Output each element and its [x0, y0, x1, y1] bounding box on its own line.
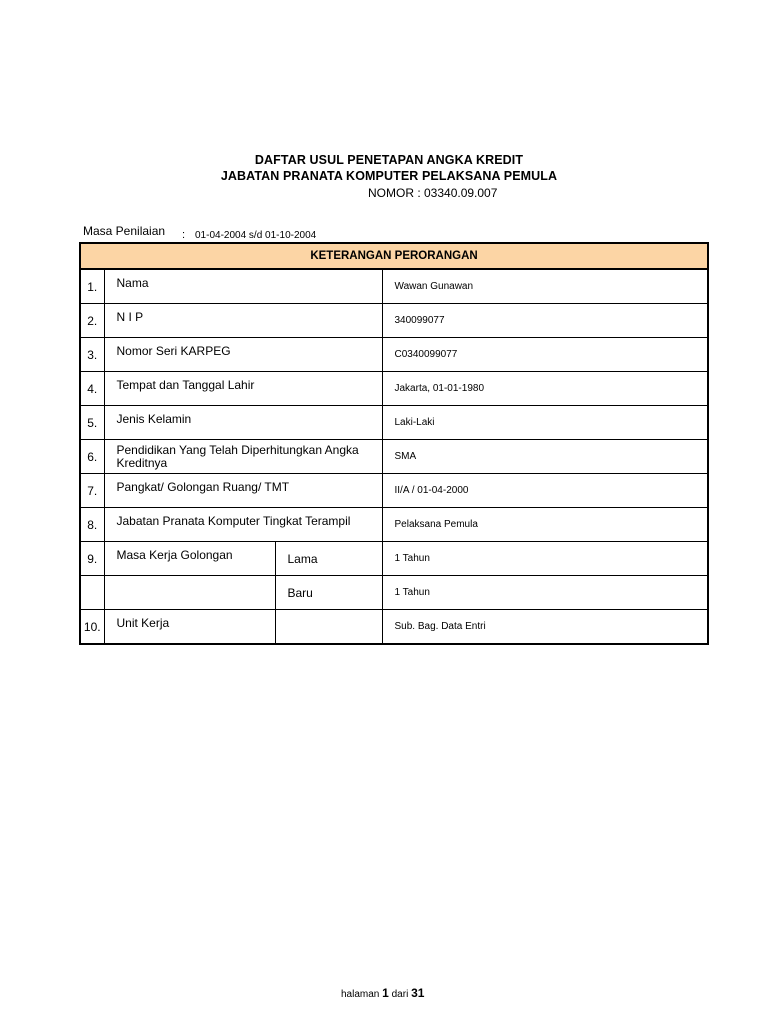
footer-prefix: halaman: [341, 989, 380, 1000]
masa-penilaian-colon: :: [182, 229, 186, 241]
row-value: 1 Tahun: [382, 576, 708, 610]
row-label-text: Pendidikan Yang Telah Diperhitungkan Angka Kreditnya: [116, 442, 359, 470]
document-number: NOMOR : 03340.09.007: [368, 186, 498, 200]
table-row: [80, 508, 708, 542]
row-number: [80, 576, 104, 610]
row-number: 6.: [80, 440, 104, 474]
row-value: Jakarta, 01-01-1980: [382, 372, 708, 406]
row-label: [104, 304, 382, 338]
title-line-2: JABATAN PRANATA KOMPUTER PELAKSANA PEMULA: [220, 169, 558, 183]
page-footer: [341, 986, 424, 1000]
row-label: [104, 338, 382, 372]
section-header-row: [80, 243, 708, 269]
keterangan-table: [79, 242, 709, 645]
footer-page-number: 1: [382, 986, 389, 1000]
row-value: SMA: [382, 440, 708, 474]
row-label: [104, 269, 382, 304]
footer-total-pages: 31: [411, 986, 425, 1000]
row-label-text: Masa Kerja Golongan: [116, 548, 233, 562]
row-sub-label: [275, 576, 382, 610]
row-value: C0340099077: [382, 338, 708, 372]
row-label-text: Jenis Kelamin: [116, 412, 192, 426]
row-number: 3.: [80, 338, 104, 372]
table-row: [80, 304, 708, 338]
row-label: [104, 440, 382, 474]
row-label-text: N I P: [116, 310, 144, 324]
row-number: 7.: [80, 474, 104, 508]
row-label: [104, 542, 275, 576]
table-row: [80, 269, 708, 304]
row-number: 4.: [80, 372, 104, 406]
table-row: [80, 406, 708, 440]
table-row: [80, 440, 708, 474]
masa-penilaian-label: Masa Penilaian: [83, 224, 166, 238]
document-title: [0, 152, 768, 184]
row-number: 9.: [80, 542, 104, 576]
table-row: [80, 372, 708, 406]
row-label: [104, 508, 382, 542]
footer-middle: dari: [391, 989, 409, 1000]
table-row: [80, 576, 708, 610]
row-value: 340099077: [382, 304, 708, 338]
row-label-text: Pangkat/ Golongan Ruang/ TMT: [116, 480, 290, 494]
table-row: [80, 474, 708, 508]
table-row: [80, 338, 708, 372]
row-label: [104, 576, 275, 610]
row-value: Sub. Bag. Data Entri: [382, 610, 708, 645]
row-value: Wawan Gunawan: [382, 269, 708, 304]
row-number: 2.: [80, 304, 104, 338]
table-row: [80, 610, 708, 645]
row-value: II/A / 01-04-2000: [382, 474, 708, 508]
row-label-text: Nama: [116, 276, 149, 290]
row-number: 10.: [80, 610, 104, 645]
row-number: 5.: [80, 406, 104, 440]
row-sub-label-text: Lama: [287, 551, 318, 566]
row-label-text: Nomor Seri KARPEG: [116, 344, 231, 358]
row-value: Laki-Laki: [382, 406, 708, 440]
row-sub-label: [275, 610, 382, 645]
row-label: [104, 474, 382, 508]
table-row: [80, 542, 708, 576]
row-label-text: Tempat dan Tanggal Lahir: [116, 378, 255, 392]
row-label-text: Jabatan Pranata Komputer Tingkat Terampil: [116, 514, 351, 528]
row-label: [104, 406, 382, 440]
row-value: 1 Tahun: [382, 542, 708, 576]
row-label: [104, 372, 382, 406]
row-sub-label: [275, 542, 382, 576]
row-number: 1.: [80, 269, 104, 304]
row-sub-label-text: Baru: [287, 585, 313, 600]
section-header: KETERANGAN PERORANGAN: [80, 243, 708, 269]
row-label: [104, 610, 275, 645]
masa-penilaian-value: 01-04-2004 s/d 01-10-2004: [195, 230, 317, 241]
title-line-1: DAFTAR USUL PENETAPAN ANGKA KREDIT: [254, 153, 524, 167]
row-value: Pelaksana Pemula: [382, 508, 708, 542]
row-number: 8.: [80, 508, 104, 542]
row-label-text: Unit Kerja: [116, 616, 170, 630]
